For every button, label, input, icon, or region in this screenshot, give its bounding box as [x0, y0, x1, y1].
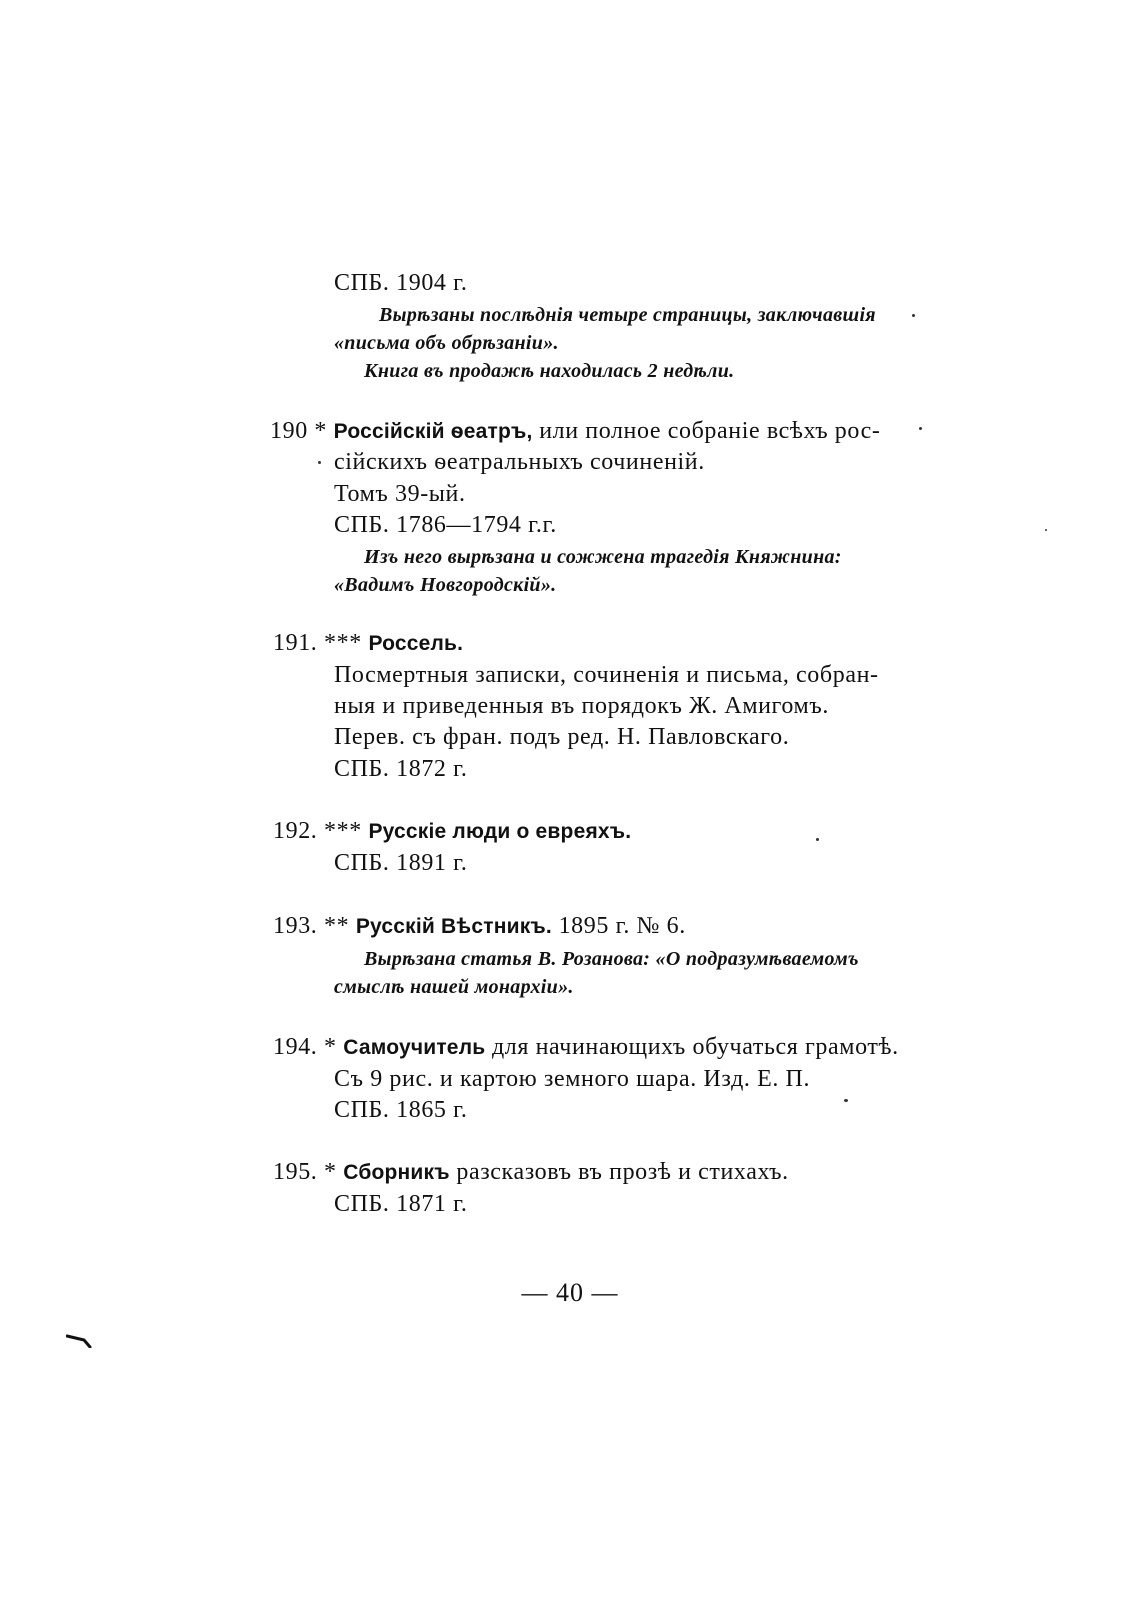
entry-191-heading — [273, 628, 463, 659]
page-number: — 40 — — [521, 1278, 619, 1307]
entry-title: Россійскій ѳеатръ, — [333, 420, 533, 443]
entry-191-line-4: Перев. съ фран. подъ ред. Н. Павловскаго. — [334, 724, 790, 750]
entry-191-place: СПБ. 1872 г. — [334, 756, 468, 782]
entry-mark: * — [324, 1034, 337, 1060]
entry-mark: * — [314, 418, 328, 444]
entry-number: 193. — [273, 913, 318, 939]
entry-mark: ** — [324, 913, 350, 939]
prev-entry-place: СПБ. 1904 г. — [334, 270, 468, 296]
entry-193-heading — [273, 911, 686, 942]
entry-mark: *** — [324, 818, 362, 844]
entry-192-heading — [273, 816, 631, 847]
entry-190-volume: Томъ 39-ый. — [334, 481, 466, 507]
prev-entry-note-2: «письма объ обрѣзаніи». — [334, 332, 559, 354]
entry-194-line-2: Съ 9 рис. и картою земного шара. Изд. Е. П. — [334, 1066, 811, 1092]
entry-title-rest: или полное собраніе всѣхъ рос- — [532, 418, 881, 444]
entry-194-heading — [273, 1032, 899, 1063]
prev-entry-note-3: Книга въ продажѣ находилась 2 недѣли. — [364, 360, 735, 382]
entry-title: Россель. — [368, 632, 464, 655]
entry-195-place: СПБ. 1871 г. — [334, 1191, 468, 1217]
entry-number: 195. — [273, 1159, 318, 1185]
scan-speck — [816, 838, 819, 841]
scan-speck — [912, 314, 915, 317]
entry-193-note-1: Вырѣзана статья В. Розанова: «О подразумѣваемомъ — [364, 948, 859, 970]
entry-190-note-1: Изъ него вырѣзана и сожжена трагедія Княжнина: — [364, 546, 842, 568]
scan-speck — [1045, 529, 1047, 531]
entry-number: 190 — [270, 418, 308, 444]
scan-smudge-icon — [66, 1334, 92, 1348]
entry-number: 192. — [273, 818, 318, 844]
entry-title: Русскій Вѣстникъ. — [355, 915, 552, 938]
entry-title: Русскіе люди о евреяхъ. — [368, 820, 632, 843]
entry-mark: * — [324, 1159, 337, 1185]
prev-entry-note-1: Вырѣзаны послѣднія четыре страницы, заключавшія — [379, 304, 876, 326]
entry-192-place: СПБ. 1891 г. — [334, 850, 468, 876]
entry-191-line-3: ныя и приведенныя въ порядокъ Ж. Амигомъ. — [334, 693, 829, 719]
entry-193-note-2: смыслѣ нашей монархіи». — [334, 976, 574, 998]
entry-title-rest: для начинающихъ обучаться грамотѣ. — [485, 1034, 899, 1060]
entry-title-rest: разсказовъ въ прозѣ и стихахъ. — [449, 1159, 789, 1185]
entry-190-continuation: сійскихъ ѳеатральныхъ сочиненій. — [334, 449, 705, 475]
entry-title: Самоучитель — [343, 1036, 486, 1059]
entry-190-heading — [270, 416, 880, 447]
entry-mark: *** — [324, 630, 362, 656]
entry-number: 191. — [273, 630, 318, 656]
entry-190-note-2: «Вадимъ Новгородскій». — [334, 574, 557, 596]
scan-speck — [919, 427, 922, 430]
scan-speck — [844, 1099, 848, 1102]
entry-number: 194. — [273, 1034, 318, 1060]
entry-title: Сборникъ — [343, 1161, 450, 1184]
entry-191-line-2: Посмертныя записки, сочиненія и письма, собран- — [334, 662, 879, 688]
entry-194-place: СПБ. 1865 г. — [334, 1097, 468, 1123]
entry-190-place: СПБ. 1786—1794 г.г. — [334, 512, 557, 538]
scan-speck — [318, 461, 321, 464]
entry-195-heading — [273, 1157, 789, 1188]
entry-title-rest: 1895 г. № 6. — [551, 913, 686, 939]
